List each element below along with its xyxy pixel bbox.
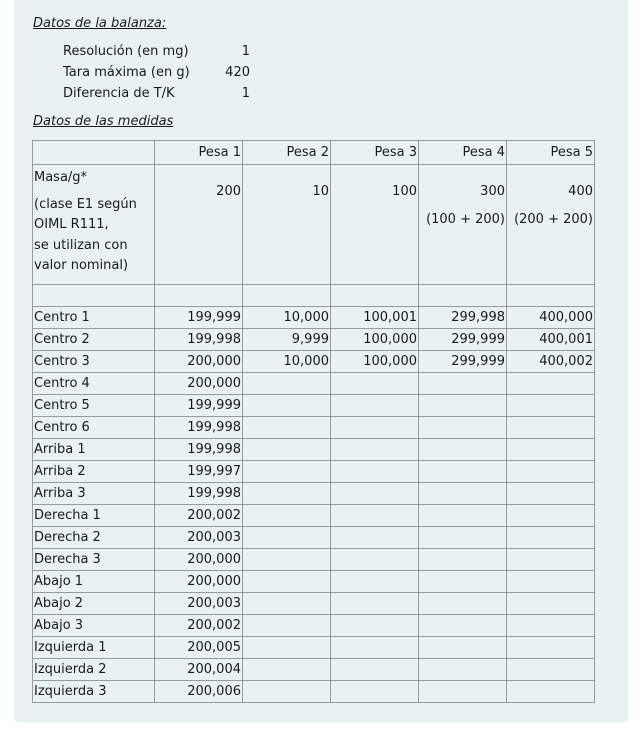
measurement-cell-pesa-3 [331,637,419,659]
measurement-cell-pesa-3 [331,395,419,417]
row-label: Abajo 1 [33,571,155,593]
scale-row-value: 1 [241,44,250,59]
measurement-cell-pesa-2 [243,615,331,637]
table-row [33,659,595,681]
measurement-cell-pesa-4: 299,999 [419,351,507,373]
measurement-cell-pesa-2: 9,999 [243,329,331,351]
measurement-cell-pesa-1: 199,998 [155,439,243,461]
header-pesa-2: Pesa 2 [243,141,331,165]
measurement-cell-pesa-5 [507,681,595,703]
measurement-cell-pesa-4 [419,373,507,395]
scale-row-resolution [63,42,253,62]
mass-composition: (200 + 200) [514,212,593,227]
empty-cell [243,285,331,307]
mass-value: 300 [480,184,505,199]
measurement-cell-pesa-4 [419,483,507,505]
table-row [33,483,595,505]
measurement-cell-pesa-5 [507,505,595,527]
row-label: Abajo 3 [33,615,155,637]
measurement-cell-pesa-5 [507,571,595,593]
row-label: Izquierda 1 [33,637,155,659]
table-row [33,373,595,395]
measurement-cell-pesa-4 [419,681,507,703]
scale-row-tk-difference [63,84,253,104]
measurement-cell-pesa-5: 400,001 [507,329,595,351]
measurement-cell-pesa-1: 199,999 [155,395,243,417]
table-row [33,571,595,593]
measurement-cell-pesa-5 [507,637,595,659]
measurement-cell-pesa-2 [243,681,331,703]
row-label: Centro 5 [33,395,155,417]
empty-cell [33,285,155,307]
measurement-rows [33,307,595,703]
measurement-cell-pesa-4: 299,998 [419,307,507,329]
header-cell [33,141,155,165]
measurement-cell-pesa-3: 100,000 [331,329,419,351]
mass-label-line: Masa/g* [34,170,88,185]
measurement-cell-pesa-4: 299,999 [419,329,507,351]
measurement-cell-pesa-4 [419,659,507,681]
measurement-cell-pesa-1: 200,003 [155,593,243,615]
table-row [33,329,595,351]
measurement-cell-pesa-3 [331,615,419,637]
measurement-cell-pesa-5 [507,615,595,637]
measurement-cell-pesa-4 [419,439,507,461]
measurement-cell-pesa-1: 200,000 [155,549,243,571]
measurement-cell-pesa-3 [331,593,419,615]
measurement-cell-pesa-5 [507,417,595,439]
mass-value-pesa-4 [419,165,507,285]
measurement-cell-pesa-1: 200,003 [155,527,243,549]
table-row [33,439,595,461]
table-row [33,549,595,571]
measurement-cell-pesa-4 [419,593,507,615]
measurement-cell-pesa-3 [331,483,419,505]
scale-row-label: Resolución (en mg) [63,44,189,59]
mass-value: 100 [392,184,417,199]
mass-value-pesa-2 [243,165,331,285]
mass-value: 200 [216,184,241,199]
measurement-cell-pesa-3 [331,571,419,593]
mass-value: 10 [312,184,329,199]
measurement-cell-pesa-2 [243,659,331,681]
row-label: Centro 1 [33,307,155,329]
measurement-cell-pesa-3 [331,681,419,703]
empty-cell [507,285,595,307]
measurement-cell-pesa-1: 200,000 [155,571,243,593]
measurement-cell-pesa-1: 199,999 [155,307,243,329]
measurement-cell-pesa-2 [243,571,331,593]
row-label: Centro 2 [33,329,155,351]
measurement-cell-pesa-2 [243,461,331,483]
scale-row-value: 1 [241,86,250,101]
spacer-row [33,285,595,307]
row-label: Arriba 2 [33,461,155,483]
measurement-cell-pesa-3 [331,461,419,483]
table-row [33,593,595,615]
scale-row-max-tare [63,63,253,83]
measurement-cell-pesa-2 [243,439,331,461]
measurement-cell-pesa-3: 100,001 [331,307,419,329]
mass-row [33,165,595,285]
measurement-cell-pesa-4 [419,571,507,593]
measurement-cell-pesa-1: 199,997 [155,461,243,483]
table-header-row [33,141,595,165]
mass-label-line: (clase E1 según [34,196,137,212]
measurement-cell-pesa-2 [243,593,331,615]
header-pesa-1: Pesa 1 [155,141,243,165]
measurement-cell-pesa-3 [331,505,419,527]
measures-table [32,140,595,703]
mass-value-pesa-1 [155,165,243,285]
measurement-cell-pesa-2: 10,000 [243,351,331,373]
scale-section-title: Datos de la balanza: [33,16,167,31]
measurement-cell-pesa-4 [419,461,507,483]
row-label: Arriba 1 [33,439,155,461]
table-row [33,505,595,527]
measurement-cell-pesa-4 [419,395,507,417]
measurement-cell-pesa-2 [243,549,331,571]
measurement-cell-pesa-5 [507,549,595,571]
row-label: Centro 4 [33,373,155,395]
scale-row-label: Diferencia de T/K [63,86,175,101]
measurement-cell-pesa-3 [331,549,419,571]
row-label: Izquierda 3 [33,681,155,703]
table-row [33,615,595,637]
mass-label-line: se utilizan con [34,237,128,253]
scale-row-label: Tara máxima (en g) [63,65,190,80]
measurement-cell-pesa-2 [243,373,331,395]
measurement-cell-pesa-1: 200,004 [155,659,243,681]
mass-value-pesa-5 [507,165,595,285]
scale-row-value: 420 [225,65,250,80]
table-row [33,637,595,659]
measurement-cell-pesa-4 [419,417,507,439]
measurement-cell-pesa-5 [507,659,595,681]
measurement-cell-pesa-4 [419,505,507,527]
table-row [33,527,595,549]
measurement-cell-pesa-2 [243,505,331,527]
measurement-cell-pesa-4 [419,637,507,659]
measurement-cell-pesa-1: 199,998 [155,329,243,351]
empty-cell [155,285,243,307]
measurement-cell-pesa-1: 200,000 [155,351,243,373]
row-label: Derecha 3 [33,549,155,571]
mass-label-line: OIML R111, [34,217,109,232]
measurement-cell-pesa-5 [507,395,595,417]
measurement-cell-pesa-2 [243,417,331,439]
measurement-cell-pesa-5 [507,593,595,615]
header-pesa-5: Pesa 5 [507,141,595,165]
measurement-cell-pesa-3: 100,000 [331,351,419,373]
mass-value: 400 [568,184,593,199]
empty-cell [331,285,419,307]
mass-label [33,165,155,285]
measurement-cell-pesa-5 [507,373,595,395]
measurement-cell-pesa-5 [507,439,595,461]
measurement-cell-pesa-1: 200,005 [155,637,243,659]
measurement-cell-pesa-1: 199,998 [155,483,243,505]
measurement-cell-pesa-3 [331,527,419,549]
measurement-cell-pesa-1: 200,006 [155,681,243,703]
row-label: Arriba 3 [33,483,155,505]
table-row [33,417,595,439]
table-row [33,461,595,483]
row-label: Derecha 2 [33,527,155,549]
measurement-cell-pesa-2 [243,527,331,549]
measurement-cell-pesa-5: 400,000 [507,307,595,329]
measurement-cell-pesa-5 [507,461,595,483]
row-label: Abajo 2 [33,593,155,615]
measurement-cell-pesa-4 [419,549,507,571]
row-label: Centro 3 [33,351,155,373]
measurement-cell-pesa-2 [243,483,331,505]
measurement-cell-pesa-3 [331,439,419,461]
mass-label-line: valor nominal) [34,258,129,273]
table-row [33,307,595,329]
mass-value-pesa-3 [331,165,419,285]
table-row [33,681,595,703]
measurement-cell-pesa-5 [507,527,595,549]
mass-composition: (100 + 200) [426,212,505,227]
measures-section-title: Datos de las medidas [33,114,174,129]
measurement-cell-pesa-2: 10,000 [243,307,331,329]
header-pesa-3: Pesa 3 [331,141,419,165]
row-label: Centro 6 [33,417,155,439]
measurement-cell-pesa-3 [331,417,419,439]
measurement-cell-pesa-1: 200,000 [155,373,243,395]
measurement-cell-pesa-2 [243,395,331,417]
table-row [33,395,595,417]
measurement-cell-pesa-5 [507,483,595,505]
row-label: Derecha 1 [33,505,155,527]
measurement-cell-pesa-2 [243,637,331,659]
measurement-cell-pesa-1: 199,998 [155,417,243,439]
measurement-cell-pesa-5: 400,002 [507,351,595,373]
measurement-cell-pesa-1: 200,002 [155,505,243,527]
table-row [33,351,595,373]
measurement-cell-pesa-3 [331,659,419,681]
row-label: Izquierda 2 [33,659,155,681]
measurement-cell-pesa-1: 200,002 [155,615,243,637]
measurement-cell-pesa-3 [331,373,419,395]
header-pesa-4: Pesa 4 [419,141,507,165]
empty-cell [419,285,507,307]
measurement-cell-pesa-4 [419,615,507,637]
measurement-cell-pesa-4 [419,527,507,549]
